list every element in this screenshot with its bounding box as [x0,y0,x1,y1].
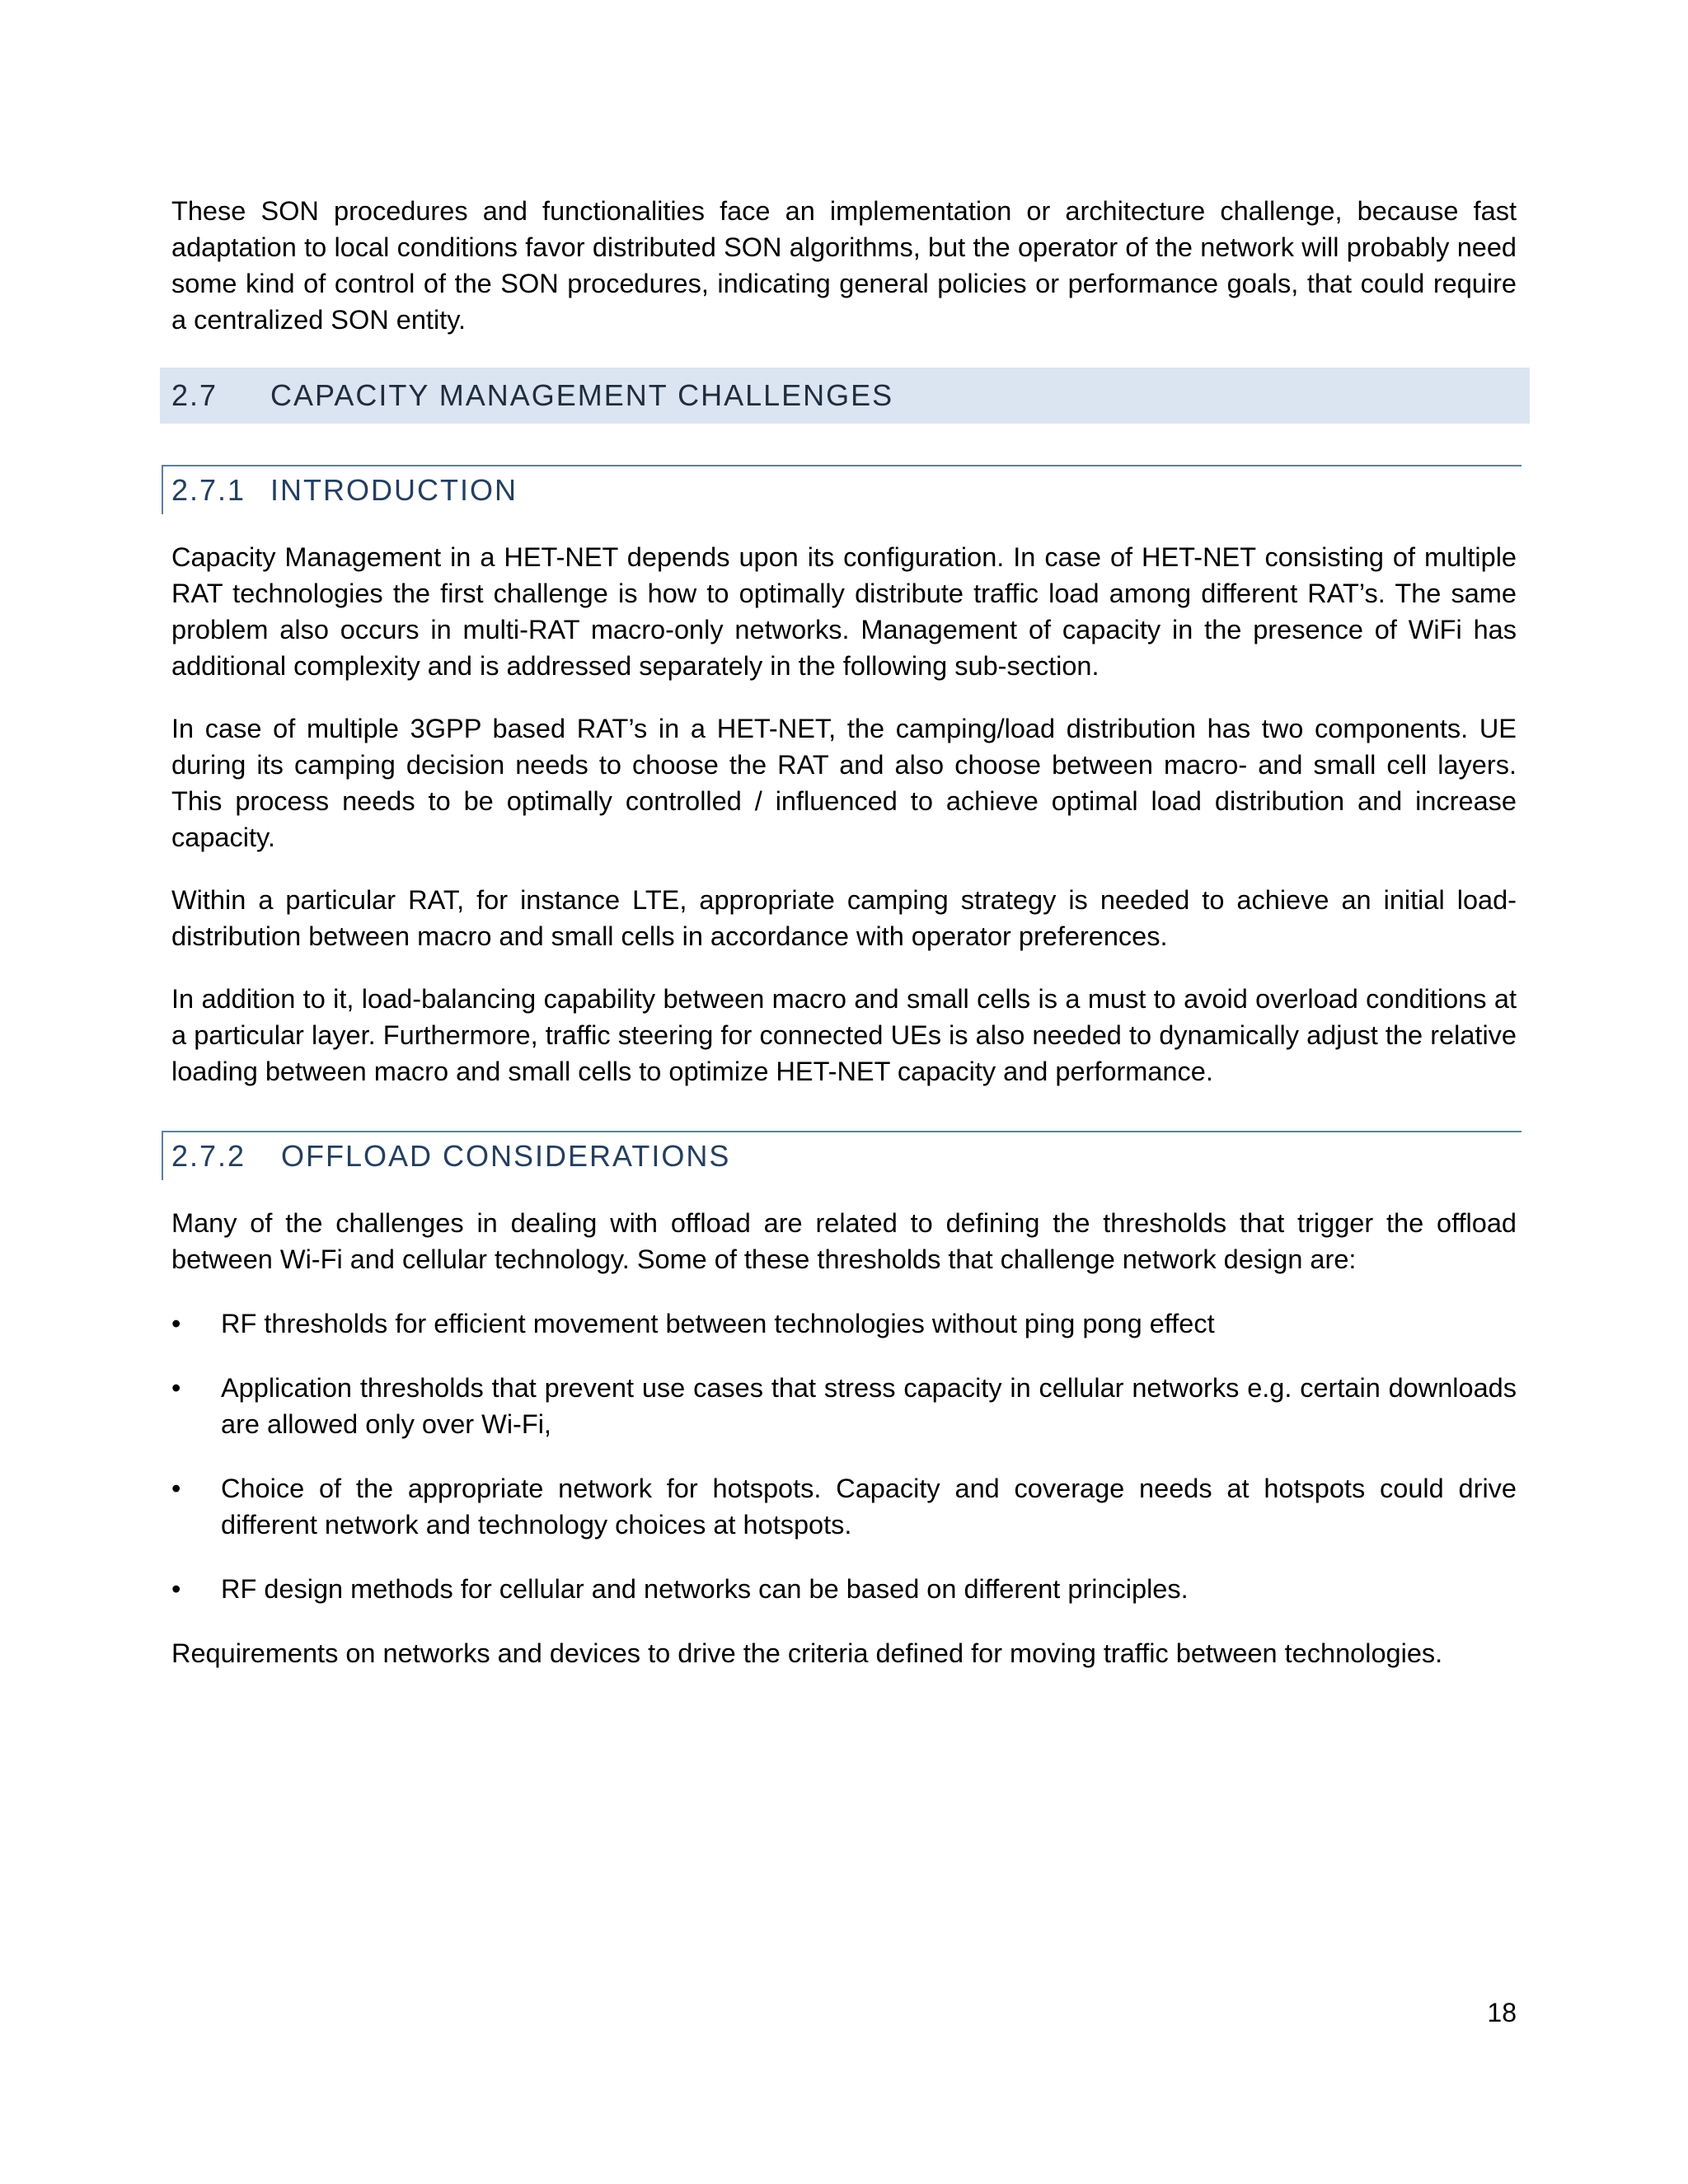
list-item-text: RF thresholds for efficient movement between technologies without ping pong effect [221,1309,1215,1338]
section-number: 2.7 [171,378,218,412]
list-item-text: RF design methods for cellular and networks can be based on different principles. [221,1574,1189,1604]
intro-paragraph: These SON procedures and functionalities face an implementation or architecture challenge, because fast adaptation to local conditions favor distributed SON algorithms, but the operator of the network will probably need some kind of control of the SON procedures, indicating general policies or performance goals, that could require a centralized SON entity. [171,196,1517,335]
list-item [171,1305,1517,1342]
subsection-title: INTRODUCTION [270,473,518,507]
subsection-heading-2-7-1 [162,465,1522,514]
bullet-icon: • [171,1474,181,1503]
bullet-list [171,1305,1517,1607]
list-item-text: Choice of the appropriate network for hotspots. Capacity and coverage needs at hotspots could drive different network and technology choices at hotspots. [221,1474,1517,1540]
section-title: CAPACITY MANAGEMENT CHALLENGES [270,378,894,412]
document-body [171,193,1517,1671]
subsection-title: OFFLOAD CONSIDERATIONS [281,1139,731,1173]
paragraph: Within a particular RAT, for instance LTE, appropriate camping strategy is needed to achieve an initial load-distribution between macro and small cells in accordance with operator preferences. [171,885,1517,951]
list-item [171,1571,1517,1607]
paragraph: In case of multiple 3GPP based RAT’s in a HET-NET, the camping/load distribution has two components. UE during its camping decision needs to choose the RAT and also choose between macro- and small cell layers. This process needs to be optimally controlled / influenced to achieve optimal load distribution and increase capacity. [171,714,1517,852]
section-heading-2-7 [160,368,1530,424]
subsection-number: 2.7.1 [171,473,246,507]
page-number: 18 [1487,1998,1517,2027]
list-item [171,1370,1517,1442]
bullet-icon: • [171,1309,181,1338]
paragraph: Many of the challenges in dealing with offload are related to defining the thresholds that trigger the offload between Wi-Fi and cellular technology. Some of these thresholds that challenge network design are: [171,1208,1517,1274]
bullet-icon: • [171,1574,181,1604]
subsection-heading-2-7-2 [162,1131,1522,1180]
list-item-text: Application thresholds that prevent use cases that stress capacity in cellular networks e.g. certain downloads are allowed only over Wi-Fi, [221,1373,1517,1439]
list-item [171,1470,1517,1543]
closing-paragraph: Requirements on networks and devices to drive the criteria defined for moving traffic between technologies. [171,1638,1443,1668]
paragraph: In addition to it, load-balancing capability between macro and small cells is a must to avoid overload conditions at a particular layer. Furthermore, traffic steering for connected UEs is also needed to dynamically adjust the relative loading between macro and small cells to optimize HET-NET capacity and performance. [171,984,1517,1086]
subsection-number: 2.7.2 [171,1139,246,1173]
bullet-icon: • [171,1373,181,1403]
paragraph: Capacity Management in a HET-NET depends upon its configuration. In case of HET-NET consisting of multiple RAT technologies the first challenge is how to optimally distribute traffic load among different RAT’s. The same problem also occurs in multi-RAT macro-only networks. Management of capacity in the presence of WiFi has additional complexity and is addressed separately in the following sub-section. [171,542,1517,681]
